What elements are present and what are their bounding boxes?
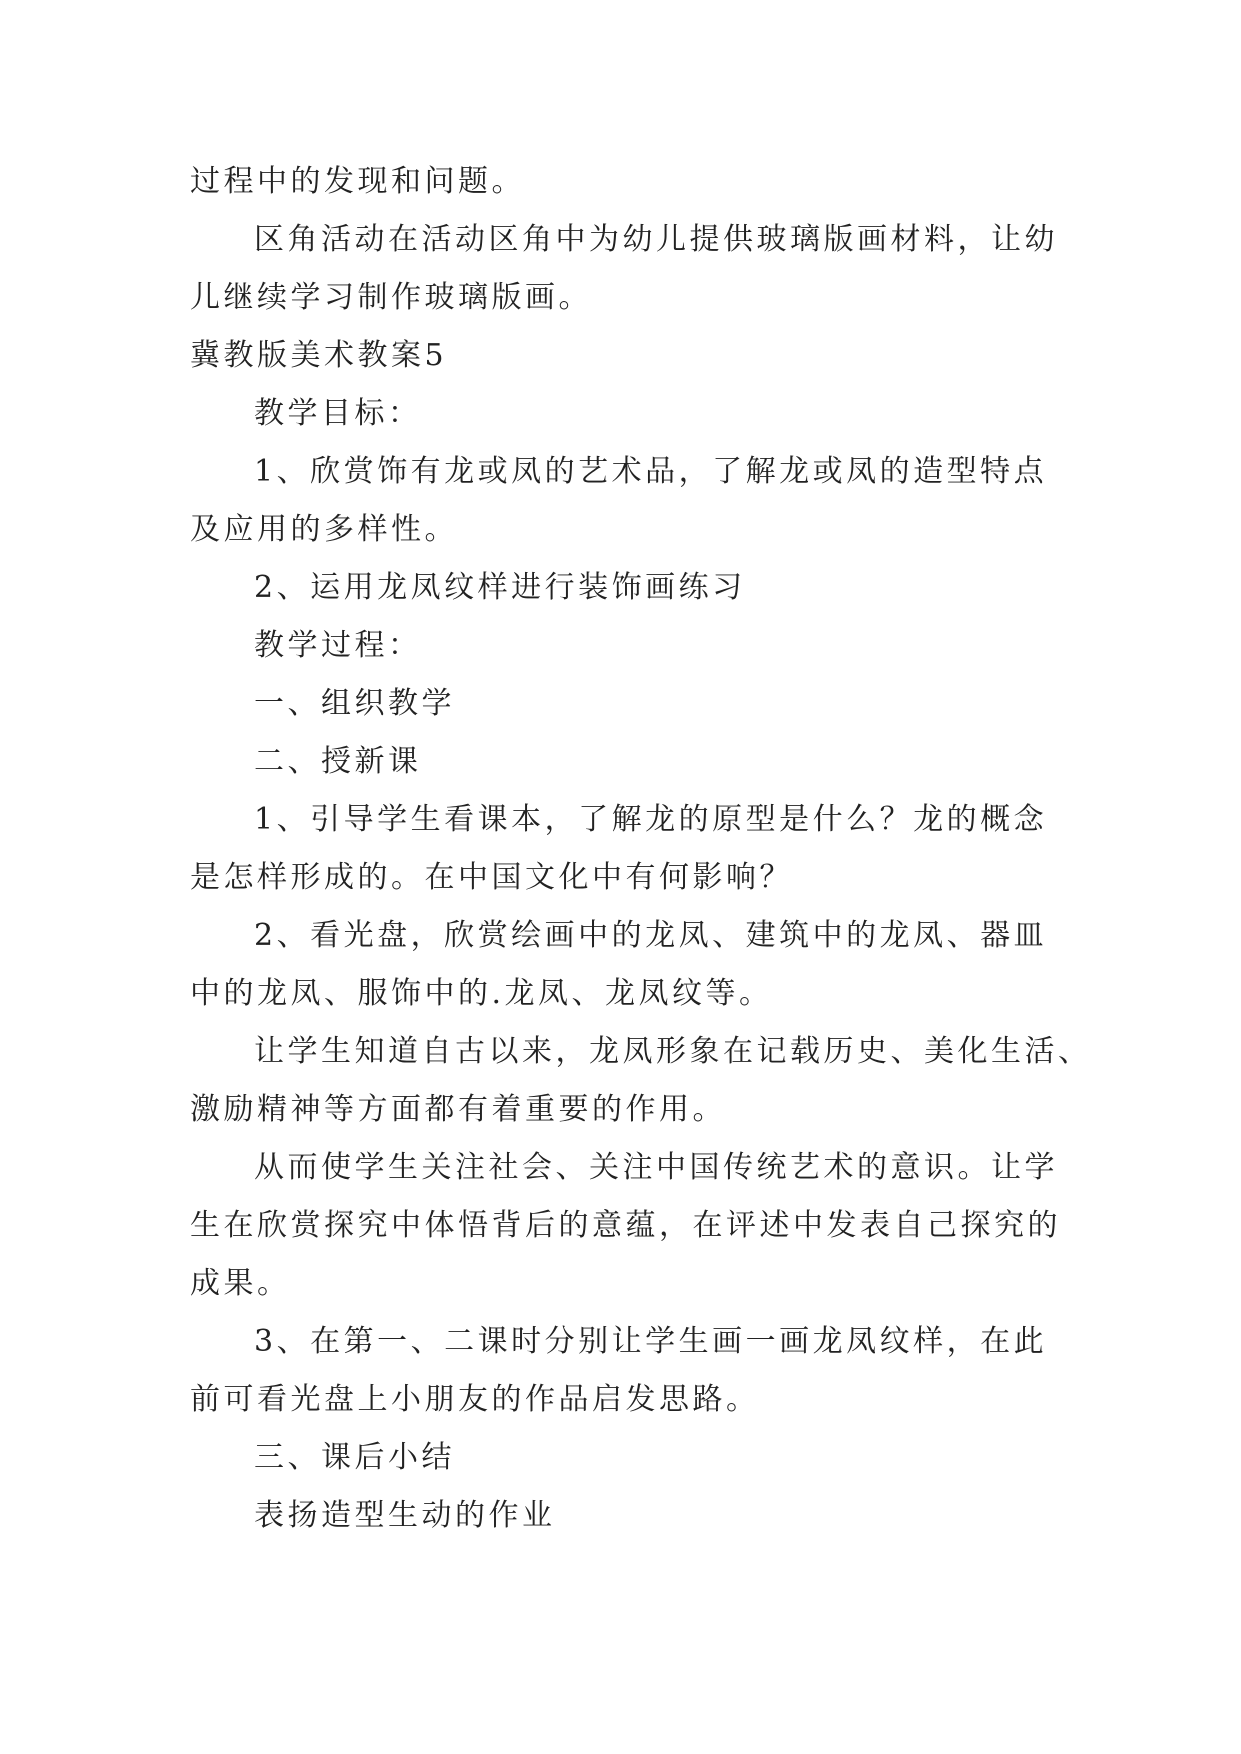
text-line: 1、引导学生看课本，了解龙的原型是什么？龙的概念 — [254, 802, 1048, 837]
text-line: 及应用的多样性。 — [190, 512, 458, 547]
text-line: 成果。 — [190, 1266, 291, 1301]
text-line: 3、在第一、二课时分别让学生画一画龙凤纹样，在此 — [254, 1324, 1048, 1359]
text-line: 让学生知道自古以来，龙凤形象在记载历史、美化生活、 — [254, 1034, 1092, 1069]
text-line: 生在欣赏探究中体悟背后的意蕴，在评述中发表自己探究的 — [190, 1208, 1061, 1243]
text-line: 教学过程： — [254, 628, 422, 663]
text-line: 激励精神等方面都有着重要的作用。 — [190, 1092, 726, 1127]
text-line: 2、运用龙凤纹样进行装饰画练习 — [254, 570, 746, 605]
text-line: 从而使学生关注社会、关注中国传统艺术的意识。让学 — [254, 1150, 1058, 1185]
text-line: 2、看光盘，欣赏绘画中的龙凤、建筑中的龙凤、器皿 — [254, 918, 1048, 953]
section-heading: 冀教版美术教案5 — [190, 338, 448, 373]
text-line: 中的龙凤、服饰中的.龙凤、龙凤纹等。 — [190, 976, 773, 1011]
text-line: 三、课后小结 — [254, 1440, 455, 1475]
text-line: 是怎样形成的。在中国文化中有何影响？ — [190, 860, 793, 895]
text-line: 过程中的发现和问题。 — [190, 164, 525, 199]
text-line: 二、授新课 — [254, 744, 422, 779]
text-line: 教学目标： — [254, 396, 422, 431]
text-line: 表扬造型生动的作业 — [254, 1498, 556, 1533]
text-line: 儿继续学习制作玻璃版画。 — [190, 280, 592, 315]
text-line: 前可看光盘上小朋友的作品启发思路。 — [190, 1382, 760, 1417]
text-line: 1、欣赏饰有龙或凤的艺术品，了解龙或凤的造型特点 — [254, 454, 1048, 489]
text-line: 一、组织教学 — [254, 686, 455, 721]
text-line: 区角活动在活动区角中为幼儿提供玻璃版画材料，让幼 — [254, 222, 1058, 257]
